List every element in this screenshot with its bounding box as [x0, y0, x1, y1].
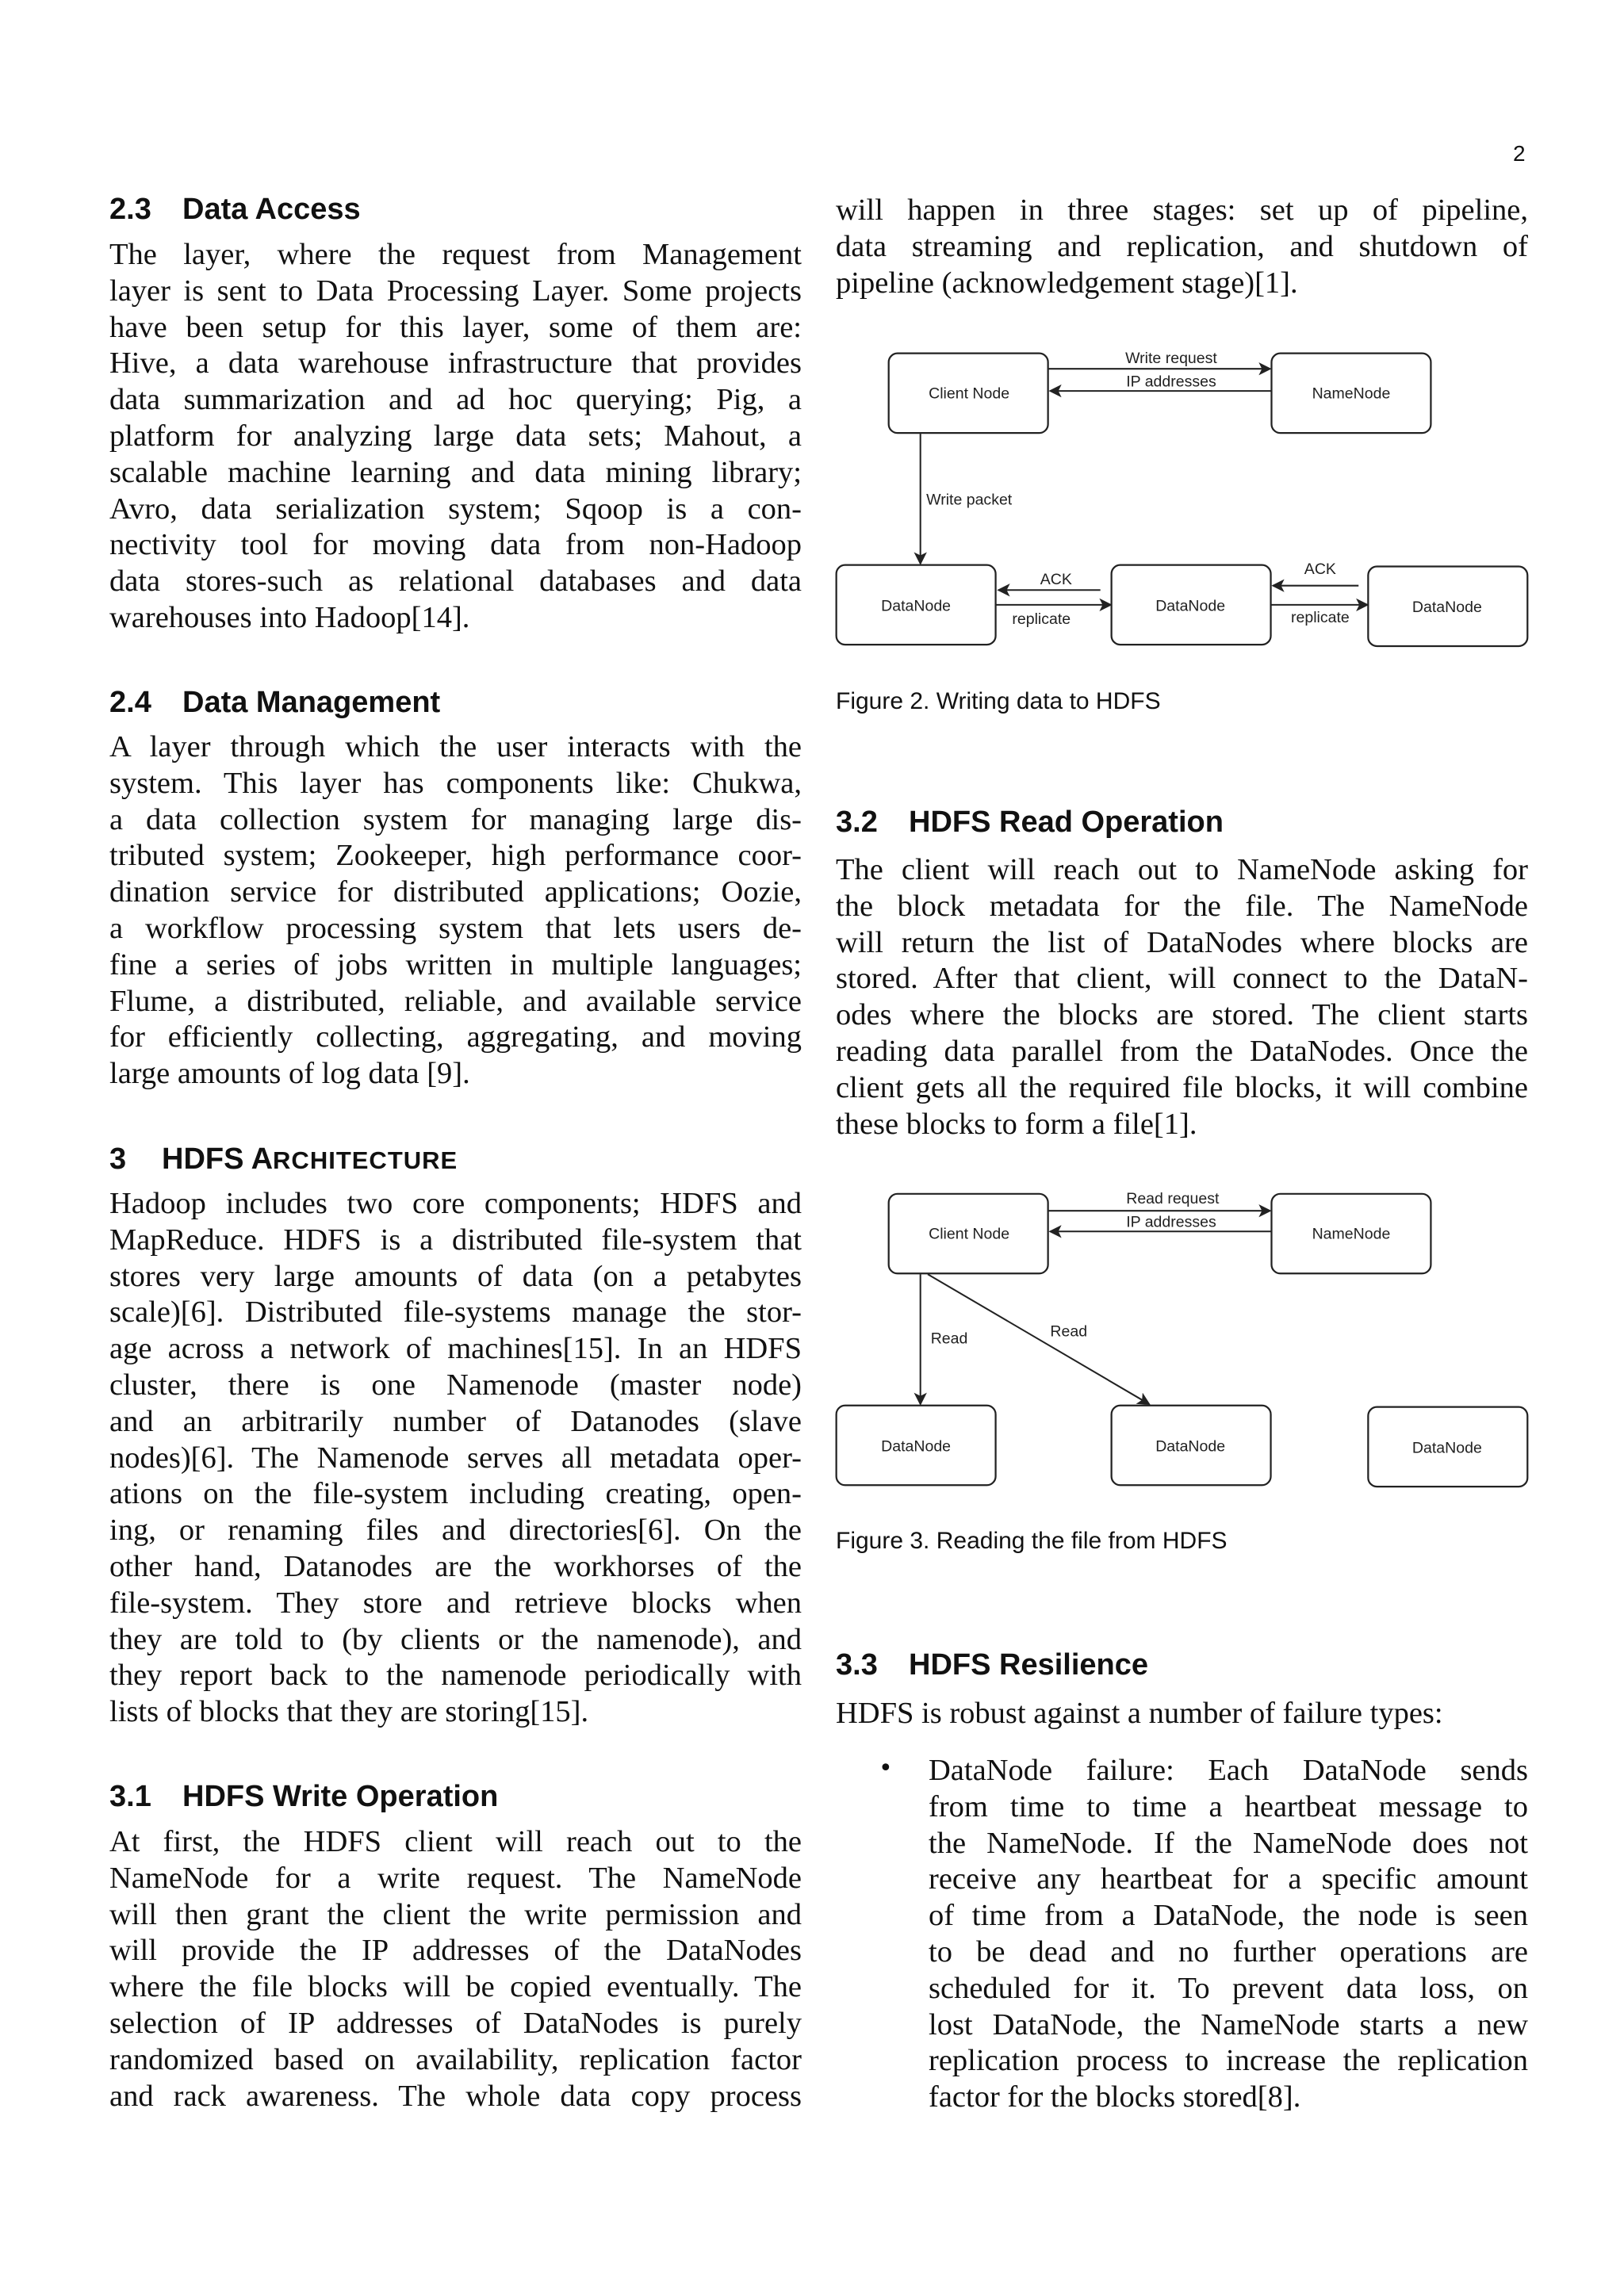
- edge-label: Write packet: [926, 491, 1013, 509]
- paragraph: [109, 237, 802, 637]
- text-line: randomized based on availability, replication factor: [109, 2042, 802, 2076]
- section-2-4-heading: [109, 684, 440, 721]
- text-line: and rack awareness. The whole data copy process: [109, 2079, 802, 2113]
- text-line: the block metadata for the file. The NameNode: [836, 889, 1528, 923]
- text-line: the NameNode. If the NameNode does not: [929, 1826, 1528, 1860]
- node-label: DataNode: [881, 597, 952, 615]
- edge-label: Read request: [1126, 1189, 1220, 1207]
- paragraph: [836, 852, 1528, 1142]
- figure-3-diagram: [827, 1181, 1536, 1498]
- page-number: 2: [1513, 141, 1526, 166]
- edge-label: IP addresses: [1126, 373, 1216, 391]
- text-line: At first, the HDFS client will reach out to the: [109, 1825, 802, 1858]
- text-line: reading data parallel from the DataNodes. Once the: [836, 1034, 1528, 1068]
- text-line: Hadoop includes two core components; HDFS and: [109, 1187, 802, 1220]
- text-line: they report back to the namenode periodically with: [109, 1659, 802, 1693]
- edge-label: Write request: [1125, 349, 1217, 367]
- text-line: MapReduce. HDFS is a distributed file-system that: [109, 1223, 802, 1257]
- text-line: data summarization and ad hoc querying; Pig, a: [109, 383, 802, 417]
- section-number: 2.4: [109, 686, 151, 719]
- text-line: will provide the IP addresses of the DataNodes: [109, 1934, 802, 1968]
- edge-label: Read: [1050, 1322, 1088, 1341]
- text-line: layer is sent to Data Processing Layer. Some projects: [109, 274, 802, 308]
- node-label: NameNode: [1312, 1225, 1391, 1243]
- text-line: warehouses into Hadoop[14].: [109, 600, 470, 634]
- text-line: a data collection system for managing large dis-: [109, 802, 802, 836]
- text-line: stores very large amounts of data (on a petabytes: [109, 1259, 802, 1293]
- text-line: data stores-such as relational databases and data: [109, 564, 802, 599]
- node-label: DataNode: [1411, 599, 1482, 617]
- text-line: tributed system; Zookeeper, high performance coor-: [109, 839, 802, 873]
- paragraph: [836, 193, 1528, 301]
- text-line: for efficiently collecting, aggregating, and moving: [109, 1020, 802, 1054]
- text-line: stored. After that client, will connect to the DataN-: [836, 962, 1528, 996]
- text-line: The client will reach out to NameNode asking for: [836, 853, 1528, 886]
- section-title: Data Management: [182, 686, 441, 719]
- section-number: 3: [109, 1142, 127, 1176]
- section-title: HDFS Read Operation: [909, 806, 1224, 839]
- node-label: DataNode: [881, 1437, 952, 1456]
- section-number: 2.3: [109, 193, 151, 226]
- text-line: receive any heartbeat for a specific amount: [929, 1862, 1528, 1896]
- text-line: fine a series of jobs written in multiple languages;: [109, 947, 802, 982]
- figure-3-caption: Figure 3. Reading the file from HDFS: [836, 1528, 1228, 1554]
- text-line: DataNode failure: Each DataNode sends: [929, 1754, 1528, 1787]
- text-line: scale)[6]. Distributed file-systems manage the stor-: [109, 1295, 802, 1330]
- section-title: HDFS A: [162, 1142, 274, 1176]
- text-line: selection of IP addresses of DataNodes is purely: [109, 2006, 802, 2040]
- section-title-smallcaps: RCHITECTURE: [273, 1146, 458, 1174]
- text-line: client gets all the required file blocks, it will combine: [836, 1070, 1528, 1104]
- bullet-item: [929, 1753, 1528, 2116]
- text-line: replication process to increase the replication: [929, 2044, 1528, 2078]
- paragraph: [109, 1824, 802, 2114]
- text-line: age across a network of machines[15]. In an HDFS: [109, 1332, 802, 1366]
- text-line: and an arbitrarily number of Datanodes (slave: [109, 1404, 802, 1438]
- text-line: system. This layer has components like: Chukwa,: [109, 766, 802, 800]
- edge-label: ACK: [1040, 570, 1072, 588]
- edge-label: Read: [930, 1330, 968, 1348]
- node-label: DataNode: [1411, 1439, 1482, 1457]
- edge-label: IP addresses: [1126, 1213, 1216, 1231]
- paragraph: [109, 1186, 802, 1731]
- section-title: Data Access: [182, 193, 361, 226]
- section-number: 3.1: [109, 1780, 151, 1813]
- text-line: data streaming and replication, and shutdown of: [836, 229, 1528, 263]
- text-line: scalable machine learning and data mining library;: [109, 455, 802, 489]
- text-line: The layer, where the request from Management: [109, 238, 802, 271]
- section-3-1-heading: [109, 1778, 498, 1815]
- text-line: odes where the blocks are stored. The client starts: [836, 998, 1528, 1032]
- text-line: large amounts of log data [9].: [109, 1057, 470, 1091]
- figure-2-diagram: [827, 339, 1536, 656]
- edge-label: replicate: [1291, 609, 1350, 627]
- text-line: ing, or renaming files and directories[6]. On the: [109, 1513, 802, 1548]
- paragraph: HDFS is robust against a number of failure types:: [836, 1697, 1443, 1730]
- section-3-3-heading: [836, 1647, 1148, 1683]
- text-line: where the file blocks will be copied eventually. The: [109, 1970, 802, 2004]
- text-line: other hand, Datanodes are the workhorses of the: [109, 1549, 802, 1583]
- node-label: Client Node: [929, 1225, 1010, 1243]
- section-number: 3.2: [836, 806, 878, 839]
- text-line: scheduled for it. To prevent data loss, on: [929, 1971, 1528, 2005]
- text-line: cluster, there is one Namenode (master node): [109, 1368, 802, 1402]
- text-line: lists of blocks that they are storing[15].: [109, 1695, 589, 1729]
- text-line: NameNode for a write request. The NameNode: [109, 1861, 802, 1895]
- section-number: 3.3: [836, 1648, 878, 1682]
- text-line: file-system. They store and retrieve blocks when: [109, 1586, 802, 1620]
- edge-label: ACK: [1304, 560, 1336, 578]
- text-line: have been setup for this layer, some of them are:: [109, 310, 802, 344]
- text-line: to be dead and no further operations are: [929, 1934, 1528, 1969]
- node-label: Client Node: [929, 385, 1010, 403]
- node-label: DataNode: [1155, 1437, 1226, 1456]
- bullet-icon: •: [879, 1755, 893, 1782]
- text-line: from time to time a heartbeat message to: [929, 1789, 1528, 1823]
- text-line: they are told to (by clients or the namenode), and: [109, 1622, 802, 1656]
- text-line: A layer through which the user interacts with the: [109, 730, 802, 763]
- text-line: will return the list of DataNodes where blocks are: [836, 925, 1528, 959]
- text-line: will happen in three stages: set up of pipeline,: [836, 193, 1528, 227]
- section-3-2-heading: [836, 804, 1224, 840]
- node-label: NameNode: [1312, 385, 1391, 403]
- paragraph: [109, 729, 802, 1093]
- text-line: of time from a DataNode, the node is seen: [929, 1899, 1528, 1933]
- text-line: these blocks to form a file[1].: [836, 1107, 1197, 1141]
- text-line: lost DataNode, the NameNode starts a new: [929, 2007, 1528, 2042]
- section-3-heading: [109, 1141, 458, 1179]
- section-title: HDFS Resilience: [909, 1648, 1148, 1682]
- text-line: Flume, a distributed, reliable, and available service: [109, 984, 802, 1018]
- text-line: nodes)[6]. The Namenode serves all metadata oper-: [109, 1441, 802, 1475]
- text-line: factor for the blocks stored[8].: [929, 2080, 1301, 2114]
- figure-2-caption: Figure 2. Writing data to HDFS: [836, 688, 1161, 714]
- text-line: pipeline (acknowledgement stage)[1].: [836, 266, 1298, 300]
- edge-label: replicate: [1012, 610, 1071, 629]
- text-line: ations on the file-system including creating, open-: [109, 1477, 802, 1511]
- text-line: Avro, data serialization system; Sqoop is a con-: [109, 492, 802, 526]
- section-title: HDFS Write Operation: [182, 1780, 499, 1813]
- section-2-3-heading: [109, 191, 361, 228]
- node-label: DataNode: [1155, 597, 1226, 615]
- text-line: nectivity tool for moving data from non-Hadoop: [109, 528, 802, 562]
- text-line: will then grant the client the write permission and: [109, 1897, 802, 1931]
- text-line: Hive, a data warehouse infrastructure that provides: [109, 346, 802, 381]
- text-line: dination service for distributed applications; Oozie,: [109, 875, 802, 909]
- text-line: a workflow processing system that lets users de-: [109, 911, 802, 945]
- text-line: platform for analyzing large data sets; Mahout, a: [109, 419, 802, 453]
